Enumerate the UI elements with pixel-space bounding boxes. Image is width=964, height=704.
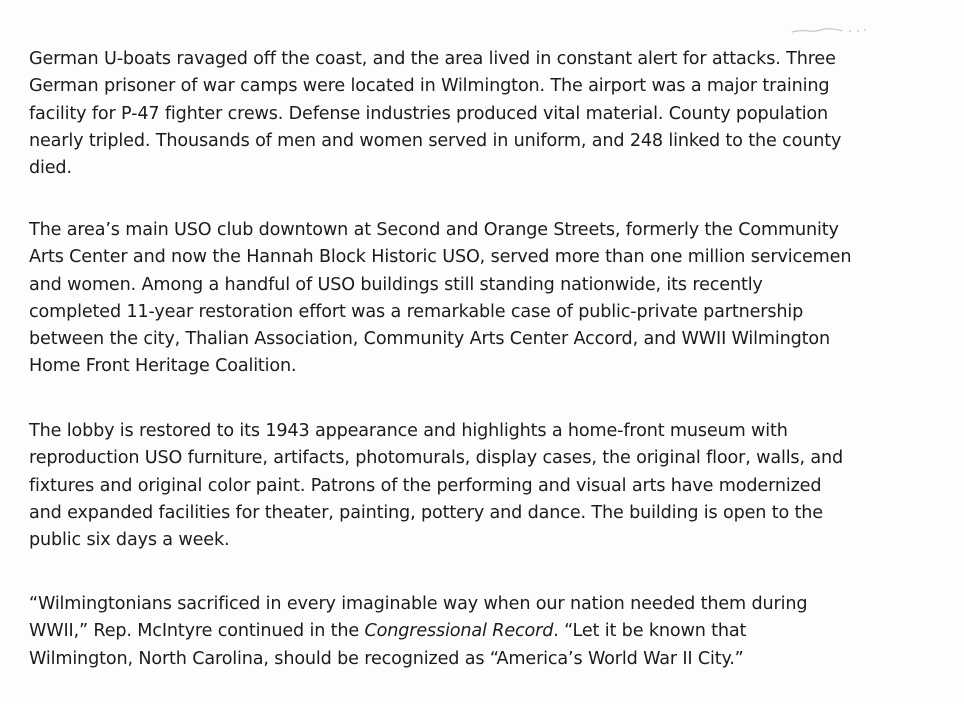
text-line: fixtures and original color paint. Patrons of the performing and visual arts have modernized <box>29 475 822 496</box>
publication-title: Congressional Record <box>364 621 554 642</box>
text-line: facility for P-47 fighter crews. Defense industries produced vital material. County population <box>29 103 829 124</box>
text-line: German U-boats ravaged off the coast, and the area lived in constant alert for attacks. Three <box>29 49 836 69</box>
text-line: and expanded facilities for theater, painting, pottery and dance. The building is open to the <box>29 502 823 523</box>
quote-text-segment: . “Let it be known that <box>553 621 747 642</box>
text-line: The lobby is restored to its 1943 appearance and highlights a home-front museum with <box>29 421 788 441</box>
text-line: Wilmington, North Carolina, should be recognized as “America’s World War II City.” <box>29 648 744 669</box>
paragraph-mcintyre-quote <box>29 591 807 673</box>
text-line: between the city, Thalian Association, Community Arts Center Accord, and WWII Wilmington <box>29 329 831 350</box>
text-line: nearly tripled. Thousands of men and women served in uniform, and 248 linked to the county <box>29 130 842 151</box>
scan-speck-mark <box>790 26 868 34</box>
text-line: public six days a week. <box>29 530 230 551</box>
text-line: Home Front Heritage Coalition. <box>29 356 297 377</box>
text-line: Arts Center and now the Hannah Block Historic USO, served more than one million servicemen <box>29 247 852 268</box>
text-line: The area’s main USO club downtown at Second and Orange Streets, formerly the Community <box>29 220 839 240</box>
text-line: reproduction USO furniture, artifacts, photomurals, display cases, the original floor, walls, and <box>29 448 843 469</box>
text-line: died. <box>29 158 72 179</box>
text-line <box>29 618 807 645</box>
paragraph-wartime-overview <box>29 46 841 182</box>
paragraph-uso-club <box>29 217 851 381</box>
paragraph-lobby-restoration <box>29 418 843 554</box>
text-line: and women. Among a handful of USO buildings still standing nationwide, its recently <box>29 274 763 295</box>
quote-text-segment: WWII,” Rep. McIntyre continued in the <box>29 621 365 642</box>
text-line: “Wilmingtonians sacrificed in every imaginable way when our nation needed them during <box>29 594 808 614</box>
text-line: completed 11-year restoration effort was a remarkable case of public-private partnership <box>29 301 804 322</box>
text-line: German prisoner of war camps were located in Wilmington. The airport was a major training <box>29 76 830 97</box>
